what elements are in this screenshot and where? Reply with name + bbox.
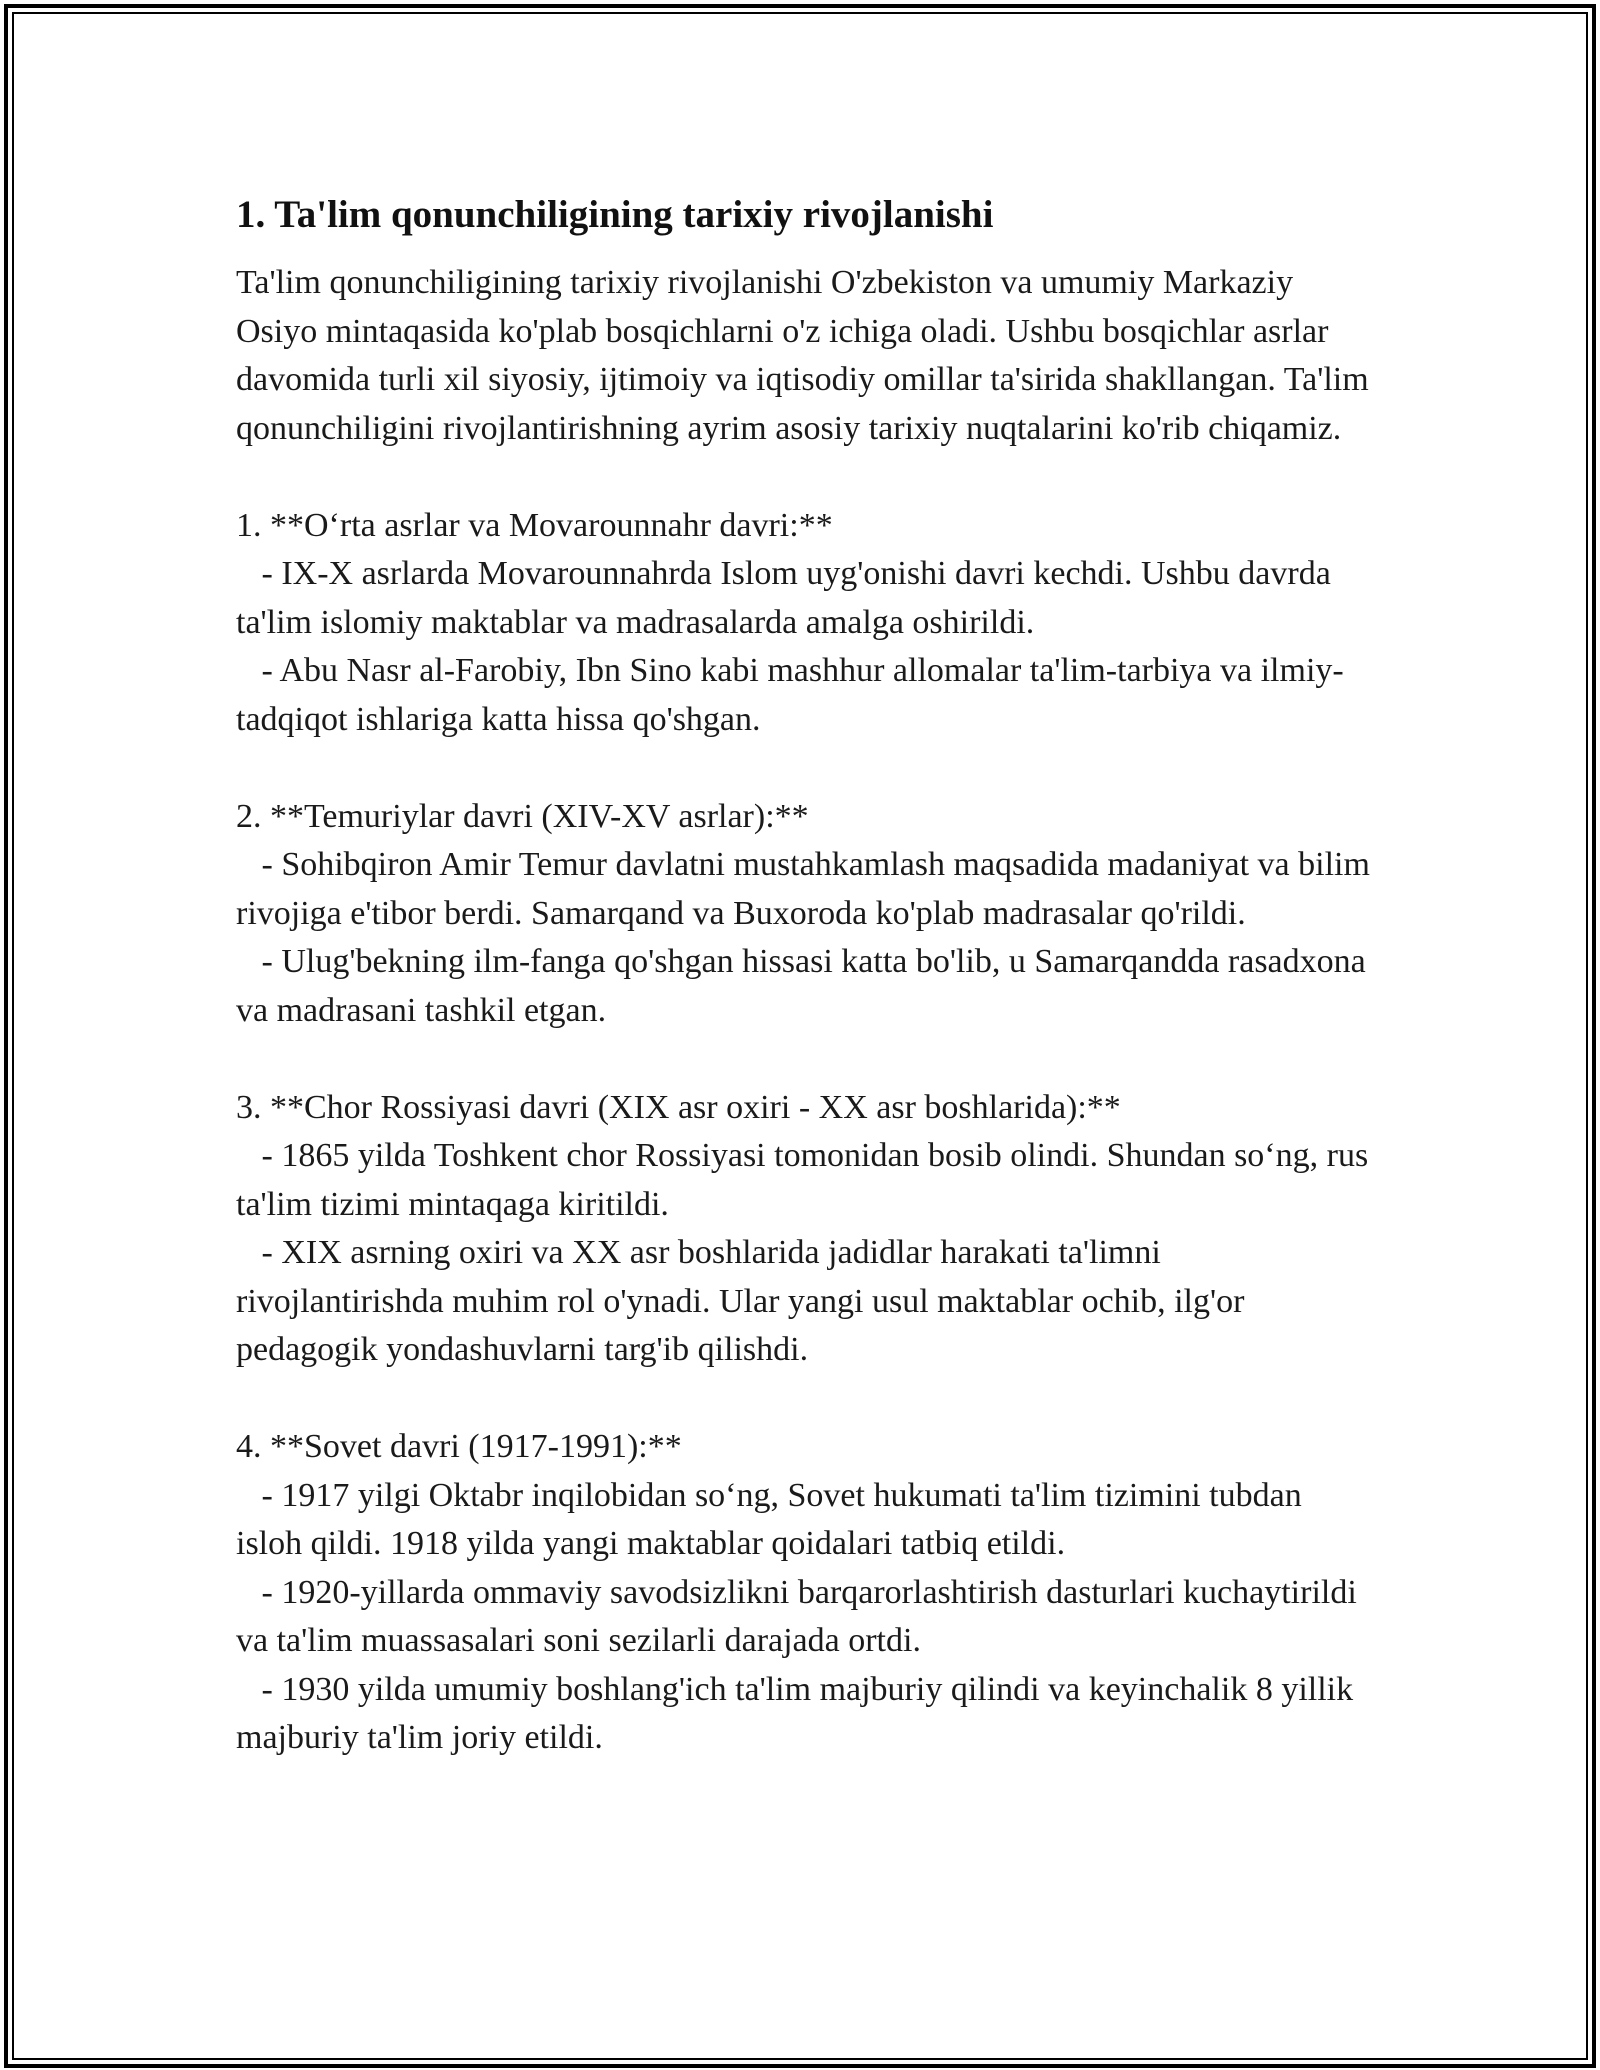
section-4 — [236, 1423, 1376, 1763]
document-body — [236, 190, 1376, 1763]
section-heading: 4. **Sovet davri (1917-1991):** — [236, 1428, 682, 1465]
section-heading: 2. **Temuriylar davri (XIV-XV asrlar):** — [236, 797, 809, 835]
section-bullet — [236, 647, 1376, 744]
section-heading: 3. **Chor Rossiyasi davri (XIX asr oxiri - XX asr boshlarida):** — [236, 1088, 1121, 1126]
bullet-text: - 1920-yillarda ommaviy savodsizlikni barqarorlashtirish dasturlari kuchaytirildi va ta'lim muassasalari soni sezilarli darajada ortdi. — [236, 1573, 1357, 1659]
section-bullet — [236, 841, 1376, 938]
section-bullet — [236, 1132, 1376, 1229]
section-1 — [236, 502, 1376, 745]
document-title: 1. Ta'lim qonunchiligining tarixiy rivojlanishi — [236, 193, 994, 236]
bullet-text: - Sohibqiron Amir Temur davlatni mustahkamlash maqsadida madaniyat va bilim rivojiga e'tibor berdi. Samarqand va Buxoroda ko'plab madrasalar qo'rildi. — [236, 846, 1370, 932]
bullet-text: - IX-X asrlarda Movarounnahrda Islom uyg'onishi davri kechdi. Ushbu davrda ta'lim islomiy maktablar va madrasalarda amalga oshirildi. — [236, 555, 1331, 641]
bullet-text: - 1930 yilda umumiy boshlang'ich ta'lim majburiy qilindi va keyinchalik 8 yillik majburiy ta'lim joriy etildi. — [236, 1670, 1354, 1756]
section-bullet — [236, 550, 1376, 647]
bullet-text: - 1865 yilda Toshkent chor Rossiyasi tomonidan bosib olindi. Shundan so‘ng, rus ta'lim tizimi mintaqaga kiritildi. — [236, 1137, 1369, 1223]
section-bullet — [236, 1666, 1376, 1763]
section-bullet — [236, 938, 1376, 1035]
bullet-text: - Abu Nasr al-Farobiy, Ibn Sino kabi mashhur allomalar ta'lim-tarbiya va ilmiy-tadqiqot ishlariga katta hissa qo'shgan. — [236, 652, 1344, 738]
section-bullet — [236, 1229, 1376, 1375]
section-bullet — [236, 1472, 1376, 1569]
bullet-text: - Ulug'bekning ilm-fanga qo'shgan hissasi katta bo'lib, u Samarqandda rasadxona va madrasani tashkil etgan. — [236, 943, 1366, 1029]
section-bullet — [236, 1569, 1376, 1666]
bullet-text: - 1917 yilgi Oktabr inqilobidan so‘ng, Sovet hukumati ta'lim tizimini tubdan isloh qildi. 1918 yilda yangi maktablar qoidalari tatbiq etildi. — [236, 1476, 1302, 1562]
section-heading: 1. **O‘rta asrlar va Movarounnahr davri:** — [236, 506, 833, 544]
bullet-text: - XIX asrning oxiri va XX asr boshlarida jadidlar harakati ta'limni rivojlantirishda muhim rol o'ynadi. Ular yangi usul maktablar ochib, ilg'or pedagogik yondashuvlarni targ'ib qilishdi. — [236, 1234, 1245, 1368]
section-2 — [236, 793, 1376, 1036]
section-3 — [236, 1084, 1376, 1375]
intro-paragraph: Ta'lim qonunchiligining tarixiy rivojlanishi O'zbekiston va umumiy Markaziy Osiyo mintaqasida ko'plab bosqichlarni o'z ichiga oladi. Ushbu bosqichlar asrlar davomida turli xil siyosiy, ijtimoiy va iqtisodiy omillar ta'sirida shakllangan. Ta'lim qonunchiligini rivojlantirishning ayrim asosiy tarixiy nuqtalarini ko'rib chiqamiz. — [236, 264, 1369, 447]
